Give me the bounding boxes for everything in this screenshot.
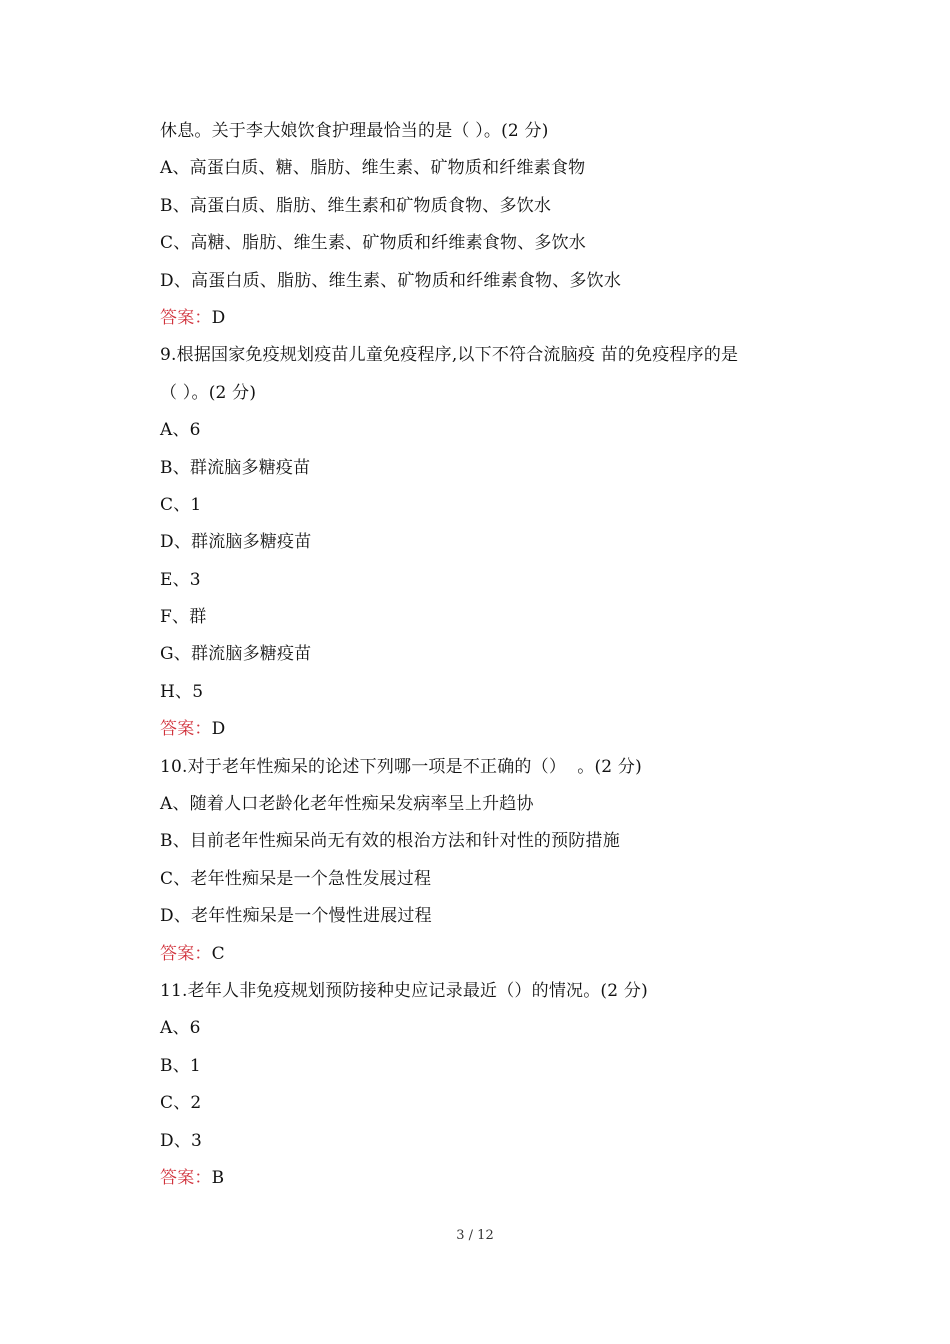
answer-line — [160, 711, 840, 748]
question-10-stem: 10.对于老年性痴呆的论述下列哪一项是不正确的（） 。(2 分) — [160, 756, 642, 777]
page-number: 3 / 12 — [456, 1228, 494, 1243]
answer-line — [160, 300, 840, 337]
answer-line — [160, 936, 840, 973]
option-b: B、1 — [160, 1055, 201, 1076]
question-content — [160, 113, 840, 1197]
answer-value: D — [211, 307, 226, 328]
option-b: B、目前老年性痴呆尚无有效的根治方法和针对性的预防措施 — [160, 831, 620, 852]
option-h: H、5 — [160, 681, 204, 702]
option-a: A、6 — [160, 1018, 201, 1039]
answer-line — [160, 1160, 840, 1197]
option-c: C、2 — [160, 1093, 202, 1114]
answer-label: 答案： — [160, 1167, 212, 1188]
option-d: D、高蛋白质、脂肪、维生素、矿物质和纤维素食物、多饮水 — [160, 270, 622, 291]
answer-label: 答案： — [160, 719, 212, 740]
option-d: D、老年性痴呆是一个慢性进展过程 — [160, 906, 432, 927]
option-c: C、老年性痴呆是一个急性发展过程 — [160, 868, 432, 889]
question-11-stem: 11.老年人非免疫规划预防接种史应记录最近（）的情况。(2 分) — [160, 980, 648, 1001]
option-d: D、3 — [160, 1130, 203, 1151]
option-c: C、高糖、脂肪、维生素、矿物质和纤维素食物、多饮水 — [160, 233, 587, 254]
option-a: A、随着人口老龄化老年性痴呆发病率呈上升趋协 — [160, 794, 534, 815]
question-9-stem: 9.根据国家免疫规划疫苗儿童免疫程序,以下不符合流脑疫 苗的免疫程序的是 — [160, 345, 739, 366]
option-b: B、高蛋白质、脂肪、维生素和矿物质食物、多饮水 — [160, 195, 552, 216]
question-8-stem: 休息。关于李大娘饮食护理最恰当的是（ ）。(2 分) — [160, 121, 549, 141]
option-a: A、6 — [160, 420, 201, 441]
option-e: E、3 — [160, 569, 201, 590]
answer-value: C — [211, 943, 225, 964]
answer-value: D — [211, 719, 226, 740]
option-a: A、高蛋白质、糖、脂肪、维生素、矿物质和纤维素食物 — [160, 158, 586, 179]
answer-value: B — [211, 1167, 225, 1188]
option-c: C、1 — [160, 494, 202, 515]
question-9-stem-continued: （ ）。(2 分) — [160, 382, 257, 403]
answer-label: 答案： — [160, 943, 212, 964]
option-g: G、群流脑多糖疫苗 — [160, 644, 312, 665]
option-d: D、群流脑多糖疫苗 — [160, 532, 312, 553]
option-f: F、群 — [160, 607, 207, 628]
option-b: B、群流脑多糖疫苗 — [160, 457, 311, 478]
answer-label: 答案： — [160, 307, 212, 328]
